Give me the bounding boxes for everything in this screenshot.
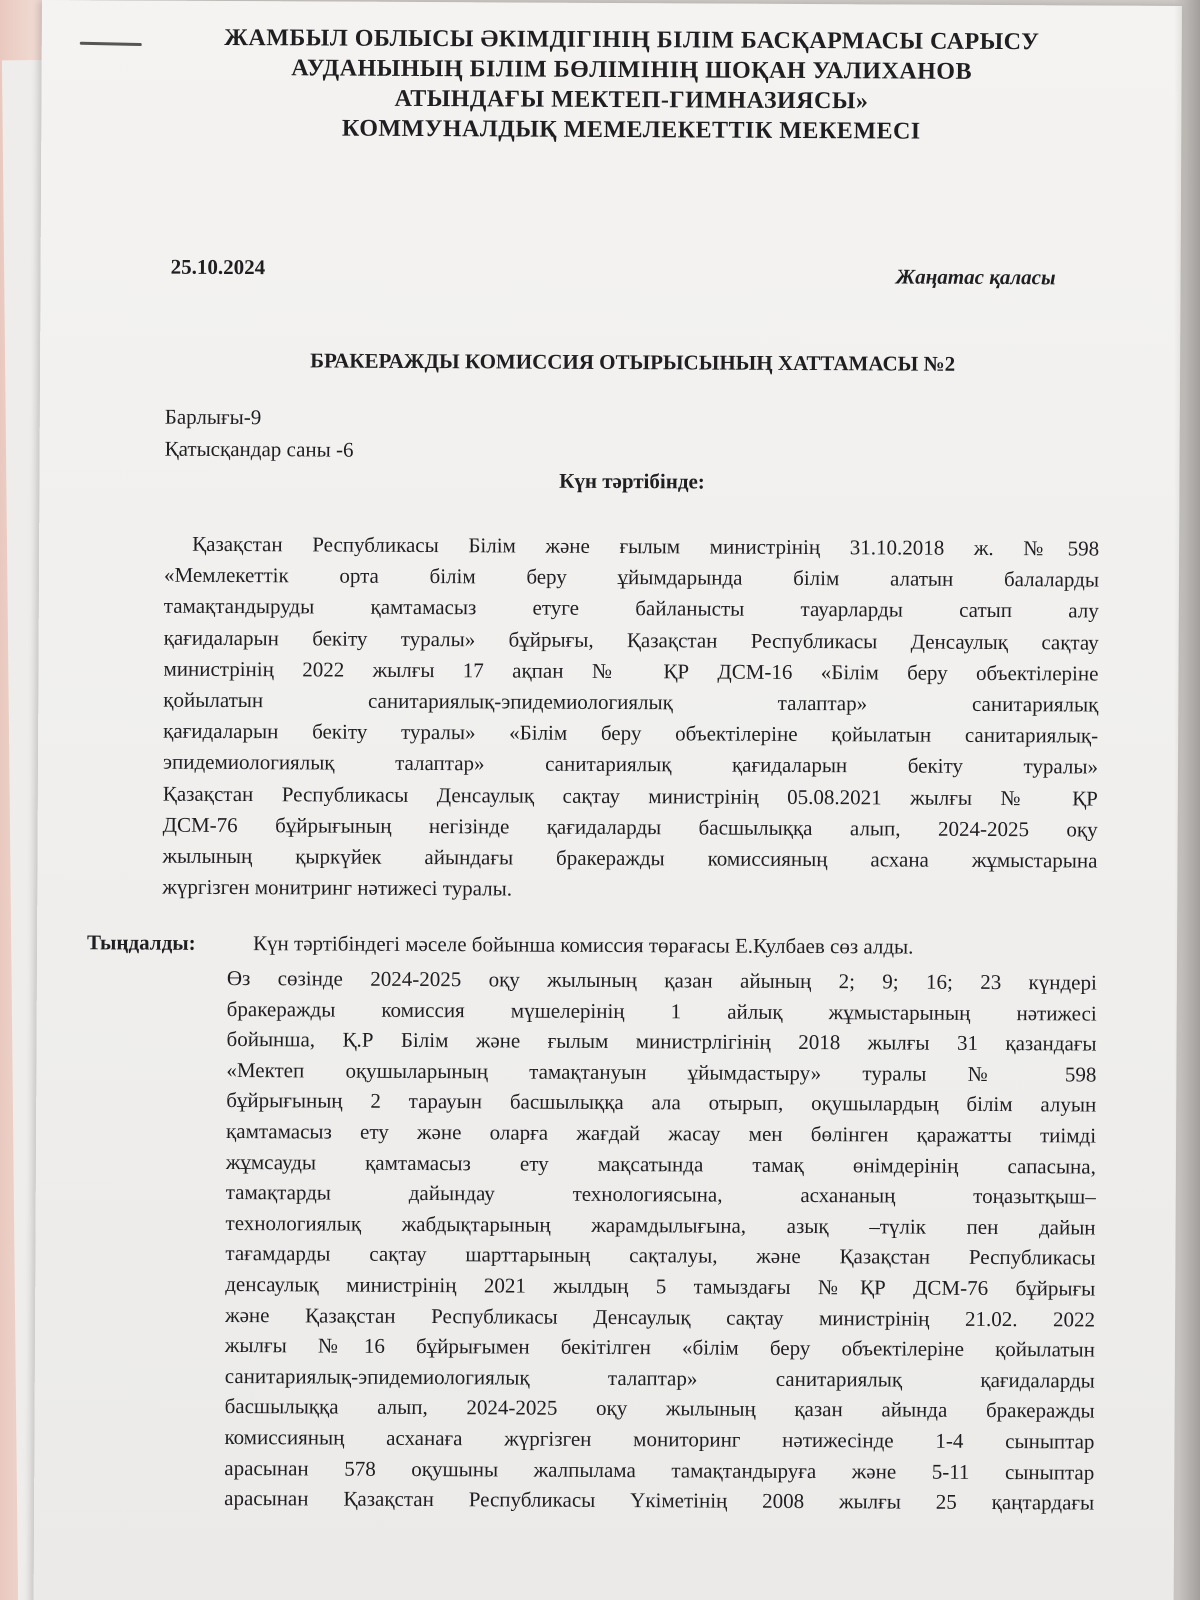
heard-line: денсаулық министрінің 2021 жылдың 5 тамыздағы №ҚР ДСМ-76 бұйрығы [225,1271,1096,1301]
header-line: ЖАМБЫЛ ОБЛЫСЫ ӘКІМДІГІНІҢ БІЛІМ БАСҚАРМАСЫ САРЫСУ [224,24,1040,56]
agenda-line: ДСМ-76 бұйрығының негізінде қағидаларды басшылыққа алып, 2024-2025 оқу [162,812,1098,842]
heard-first-line: Күн тәртібіндегі мәселе бойынша комиссия төрағасы Е.Кулбаев сөз алды. [253,931,914,959]
heard-line: Өз сөзінде 2024-2025 оқу жылының қазан айының 2; 9; 16; 23 күндері [226,965,1097,995]
heard-line: тамақтарды дайындау технологиясына, асхананың тоңазытқыш– [225,1180,1096,1209]
page-edge-shadow [1174,0,1200,1600]
document-page [34,0,1182,1600]
heard-label: Тыңдалды: [87,930,196,955]
heard-line: «Мектеп оқушыларының тамақтануын ұйымдастыру» туралы № 598 [226,1057,1097,1087]
heard-line: қамтамасыз ету және оларға жағдай жасау мен бөлінген қаражатты тиімді [226,1118,1097,1148]
heard-line: басшылыққа алып, 2024-2025 оқу жылының қазан айында бракеражды [224,1394,1095,1423]
agenda-line: Қазақстан Республикасы Денсаулық сақтау министрінің 05.08.2021 жылғы № ҚР [162,781,1098,811]
heard-line: жұмсауды қамтамасыз ету мақсатында тамақ өнімдерінің сапасына, [225,1149,1096,1179]
agenda-line: тамақтандыруды қамтамасыз етуге байланысты тауарларды сатып алу [163,594,1099,623]
agenda-line: Қазақстан Республикасы Білім және ғылым министрінің 31.10.2018 ж. №598 [192,531,1100,561]
heard-line: және Қазақстан Республикасы Денсаулық сақтау министрінің 21.02. 2022 [225,1302,1096,1332]
attendee-count: Қатысқандар саны -6 [164,436,354,462]
total-members: Барлығы-9 [164,404,262,430]
header-line: КОММУНАЛДЫҚ МЕМЕЛЕКЕТТІК МЕКЕМЕСІ [341,115,921,145]
agenda-line: қағидаларын бекіту туралы» «Білім беру объектілеріне қойылатын санитариялық- [163,718,1099,748]
institution-header [161,23,1102,148]
agenda-line: қағидаларын бекіту туралы» бұйрығы, Қазақстан Республикасы Денсаулық сақтау [163,625,1099,655]
agenda-line: эпидемиологиялық талаптар» санитариялық қағидаларын бекіту туралы» [162,750,1099,779]
agenda-line: қойылатын санитариялық-эпидемиологиялық талаптар» санитариялық [163,687,1099,717]
header-line: АУДАНЫНЫҢ БІЛІМ БӨЛІМІНІҢ ШОҚАН УАЛИХАНОВ [291,55,973,85]
agenda-heading: Күн тәртібінде: [559,468,705,494]
document-city: Жаңатас қаласы [895,264,1056,290]
heard-line: бойынша, Қ.Р Білім және ғылым министрлігінің 2018 жылғы 31 қазандағы [226,1027,1097,1056]
heard-line: арасынан 578 оқушыны жалпылама тамақтандыруға және 5-11 сыныптар [224,1455,1095,1485]
agenda-line: жылының қыркүйек айындағы бракеражды комиссияның асхана жұмыстарына [162,843,1098,873]
agenda-line: жүргізген монитринг нәтижесі туралы. [162,874,513,901]
heard-line: арасынан Қазақстан Республикасы Үкіметінің 2008 жылғы 25 қаңтардағы [224,1486,1095,1515]
document-date: 25.10.2024 [170,254,266,280]
pen-mark [80,42,142,46]
heard-line: санитариялық-эпидемиологиялық талаптар» санитариялық қағидаларды [224,1363,1095,1393]
heard-line: комиссияның асханаға жүргізген мониторинг нәтижесінде 1-4 сыныптар [224,1424,1095,1454]
heard-line: бұйрығының 2 тарауын басшылыққа ала отырып, оқушылардың білім алуын [226,1088,1097,1117]
heard-paragraph [224,963,1097,1518]
agenda-paragraph [162,529,1099,908]
agenda-line: «Мемлекеттік орта білім беру ұйымдарында білім алатын балаларды [163,562,1100,592]
heard-line: бракеражды комиссия мүшелерінің 1 айлық жұмыстарының нәтижесі [226,996,1097,1026]
heard-line: технологиялық жабдықтарының жарамдылығына, азық –түлік пен дайын [225,1210,1096,1240]
heard-line: жылғы №16 бұйрығымен бекітілген «білім беру объектілеріне қойылатын [224,1333,1096,1362]
agenda-line: министрінің 2022 жылғы 17 ақпан № ҚР ДСМ-16 «Білім беру объектілеріне [163,656,1099,686]
header-line: АТЫНДАҒЫ МЕКТЕП-ГИМНАЗИЯСЫ» [394,85,869,115]
heard-line: тағамдарды сақтау шарттарының сақталуы, және Қазақстан Республикасы [225,1241,1096,1270]
document-title: БРАКЕРАЖДЫ КОМИССИЯ ОТЫРЫСЫНЫҢ ХАТТАМАСЫ №2 [310,348,956,376]
